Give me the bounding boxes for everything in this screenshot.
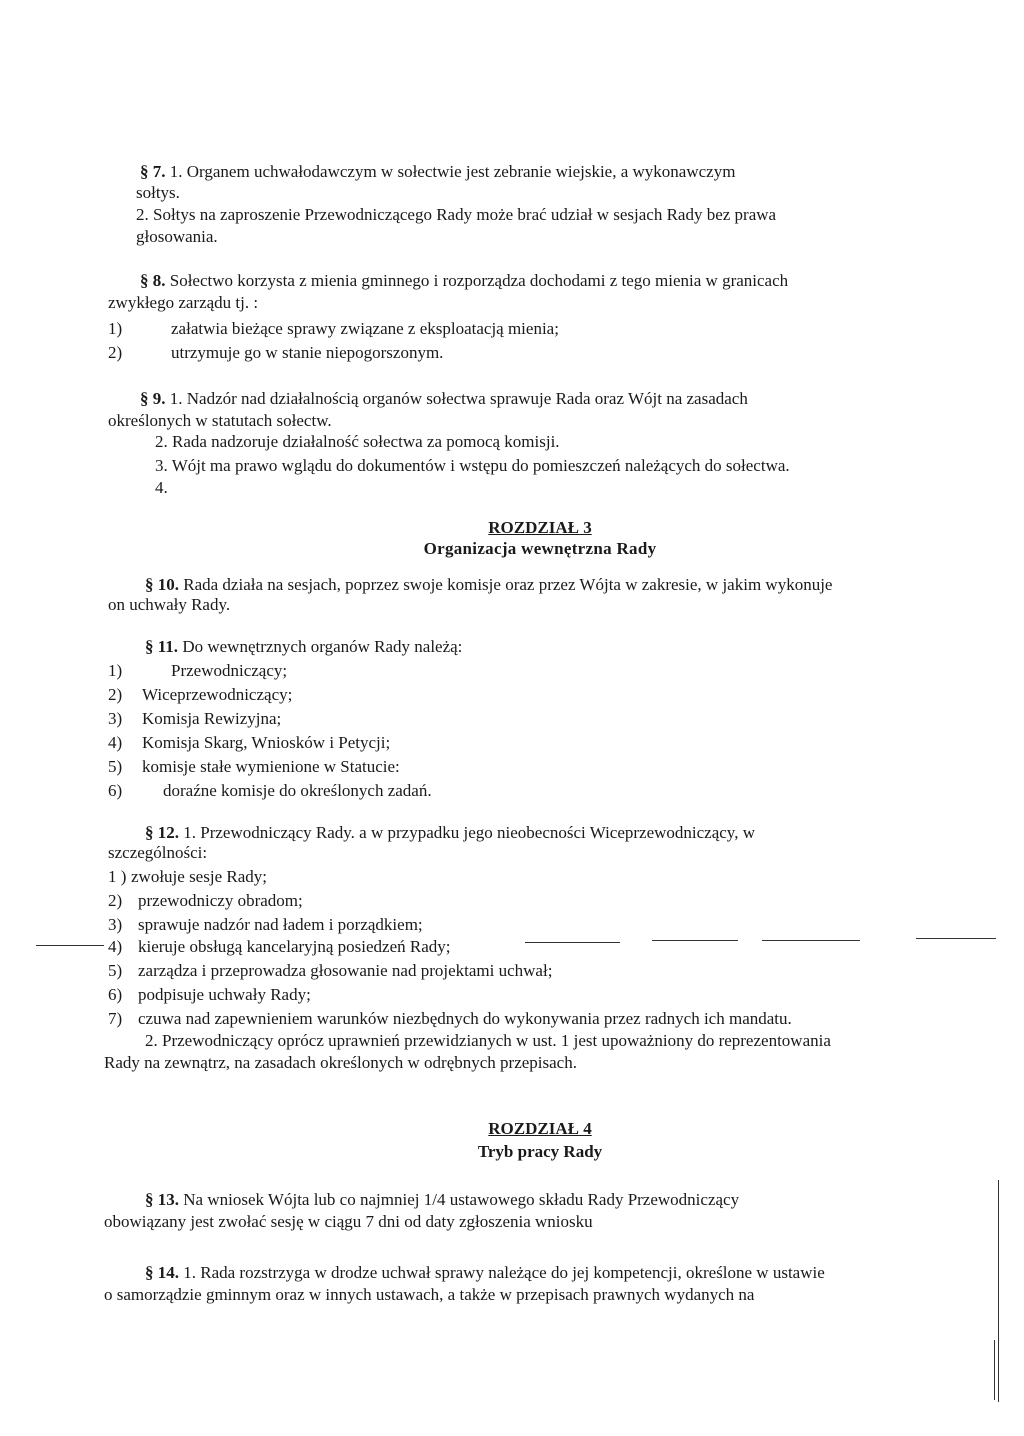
scan-line-artifact [652,940,738,941]
list-item: zwołuje sesje Rady; [131,867,267,886]
paragraph-9-point2: 2. Rada nadzoruje działalność sołectwa za pomocą komisji. [155,432,560,451]
paragraph-12-point2: 2. Przewodniczący oprócz uprawnień przewidzianych w ust. 1 jest upoważniony do reprezentowania [145,1031,831,1050]
paragraph-14-line2: o samorządzie gminnym oraz w innych ustawach, a także w przepisach prawnych wydanych na [104,1285,755,1304]
list-item-number: 2) [108,891,123,910]
paragraph-9-point4: 4. [155,478,168,497]
scan-line-artifact [916,938,996,939]
list-item-number: 2) [108,343,123,362]
list-item-number: 2) [108,685,123,704]
paragraph-8-line1: § 8. Sołectwo korzysta z mienia gminnego i rozporządza dochodami z tego mienia w granicach [140,271,789,290]
section-mark: § 11. [145,637,179,656]
list-item: przewodniczy obradom; [138,891,303,910]
chapter-heading: ROZDZIAŁ 3 [488,518,592,537]
list-item: utrzymuje go w stanie niepogorszonym. [171,343,444,362]
list-item-number: 1 ) [108,867,127,886]
section-mark: § 7. [140,162,166,181]
paragraph-12-point2-cont: Rady na zewnątrz, na zasadach określonych w odrębnych przepisach. [104,1053,577,1072]
list-item-number: 4) [108,733,123,752]
list-item-number: 6) [108,781,123,800]
section-mark: § 9. [140,389,166,408]
list-item-number: 3) [108,709,123,728]
paragraph-7-point2-cont: głosowania. [136,227,218,246]
chapter-title: Tryb pracy Rady [477,1142,603,1161]
chapter-heading: ROZDZIAŁ 4 [488,1119,592,1138]
paragraph-7-point2: 2. Sołtys na zaproszenie Przewodniczącego Rady może brać udział w sesjach Rady bez prawa [136,205,777,224]
paragraph-8-line2: zwykłego zarządu tj. : [108,293,259,312]
list-item-number: 6) [108,985,123,1004]
scan-line-artifact [525,942,620,943]
list-item: Komisja Skarg, Wniosków i Petycji; [142,733,391,752]
paragraph-9-line2: określonych w statutach sołectw. [108,411,332,430]
scan-edge-artifact [994,1340,995,1400]
paragraph-9-line1: § 9. 1. Nadzór nad działalnością organów sołectwa sprawuje Rada oraz Wójt na zasadach [140,389,748,408]
list-item: doraźne komisje do określonych zadań. [163,781,432,800]
list-item: Komisja Rewizyjna; [142,709,282,728]
section-mark: § 12. [145,823,179,842]
paragraph-7-line2: sołtys. [136,183,180,202]
list-item-number: 7) [108,1009,123,1028]
paragraph-11-line1: § 11. Do wewnętrznych organów Rady należą: [145,637,463,656]
list-item-number: 5) [108,757,123,776]
list-item: Wiceprzewodniczący; [142,685,293,704]
scan-line-artifact [762,940,860,941]
paragraph-12-line1: § 12. 1. Przewodniczący Rady. a w przypadku jego nieobecności Wiceprzewodniczący, w [145,823,755,842]
list-item: czuwa nad zapewnieniem warunków niezbędnych do wykonywania przez radnych ich mandatu. [138,1009,792,1028]
list-item: załatwia bieżące sprawy związane z eksploatacją mienia; [171,319,559,338]
list-item: Przewodniczący; [171,661,288,680]
paragraph-10-line2: on uchwały Rady. [108,595,231,614]
chapter-title: Organizacja wewnętrzna Rady [423,539,657,558]
list-item: sprawuje nadzór nad ładem i porządkiem; [138,915,423,934]
list-item: podpisuje uchwały Rady; [138,985,311,1004]
section-mark: § 14. [145,1263,179,1282]
scan-edge-artifact [998,1180,999,1402]
paragraph-10-line1: § 10. Rada działa na sesjach, poprzez swoje komisje oraz przez Wójta w zakresie, w jakim wykonuje [145,575,833,594]
list-item: kieruje obsługą kancelaryjną posiedzeń Rady; [138,937,451,956]
list-item: komisje stałe wymienione w Statucie: [142,757,400,776]
list-item-number: 3) [108,915,123,934]
list-item-number: 5) [108,961,123,980]
paragraph-7-line1: § 7. 1. Organem uchwałodawczym w sołectwie jest zebranie wiejskie, a wykonawczym [140,162,736,181]
section-mark: § 13. [145,1190,179,1209]
paragraph-9-point3: 3. Wójt ma prawo wglądu do dokumentów i wstępu do pomieszczeń należących do sołectwa. [155,456,790,475]
list-item-number: 1) [108,319,123,338]
list-item-number: 4) [108,937,123,956]
section-mark: § 8. [140,271,166,290]
paragraph-13-line1: § 13. Na wniosek Wójta lub co najmniej 1/4 ustawowego składu Rady Przewodniczący [145,1190,740,1209]
paragraph-12-line2: szczególności: [108,843,208,862]
paragraph-14-line1: § 14. 1. Rada rozstrzyga w drodze uchwał sprawy należące do jej kompetencji, określone w ustawie [145,1263,825,1282]
scan-line-artifact [36,945,104,946]
paragraph-13-line2: obowiązany jest zwołać sesję w ciągu 7 dni od daty zgłoszenia wniosku [104,1212,593,1231]
section-mark: § 10. [145,575,179,594]
list-item: zarządza i przeprowadza głosowanie nad projektami uchwał; [138,961,553,980]
list-item-number: 1) [108,661,123,680]
